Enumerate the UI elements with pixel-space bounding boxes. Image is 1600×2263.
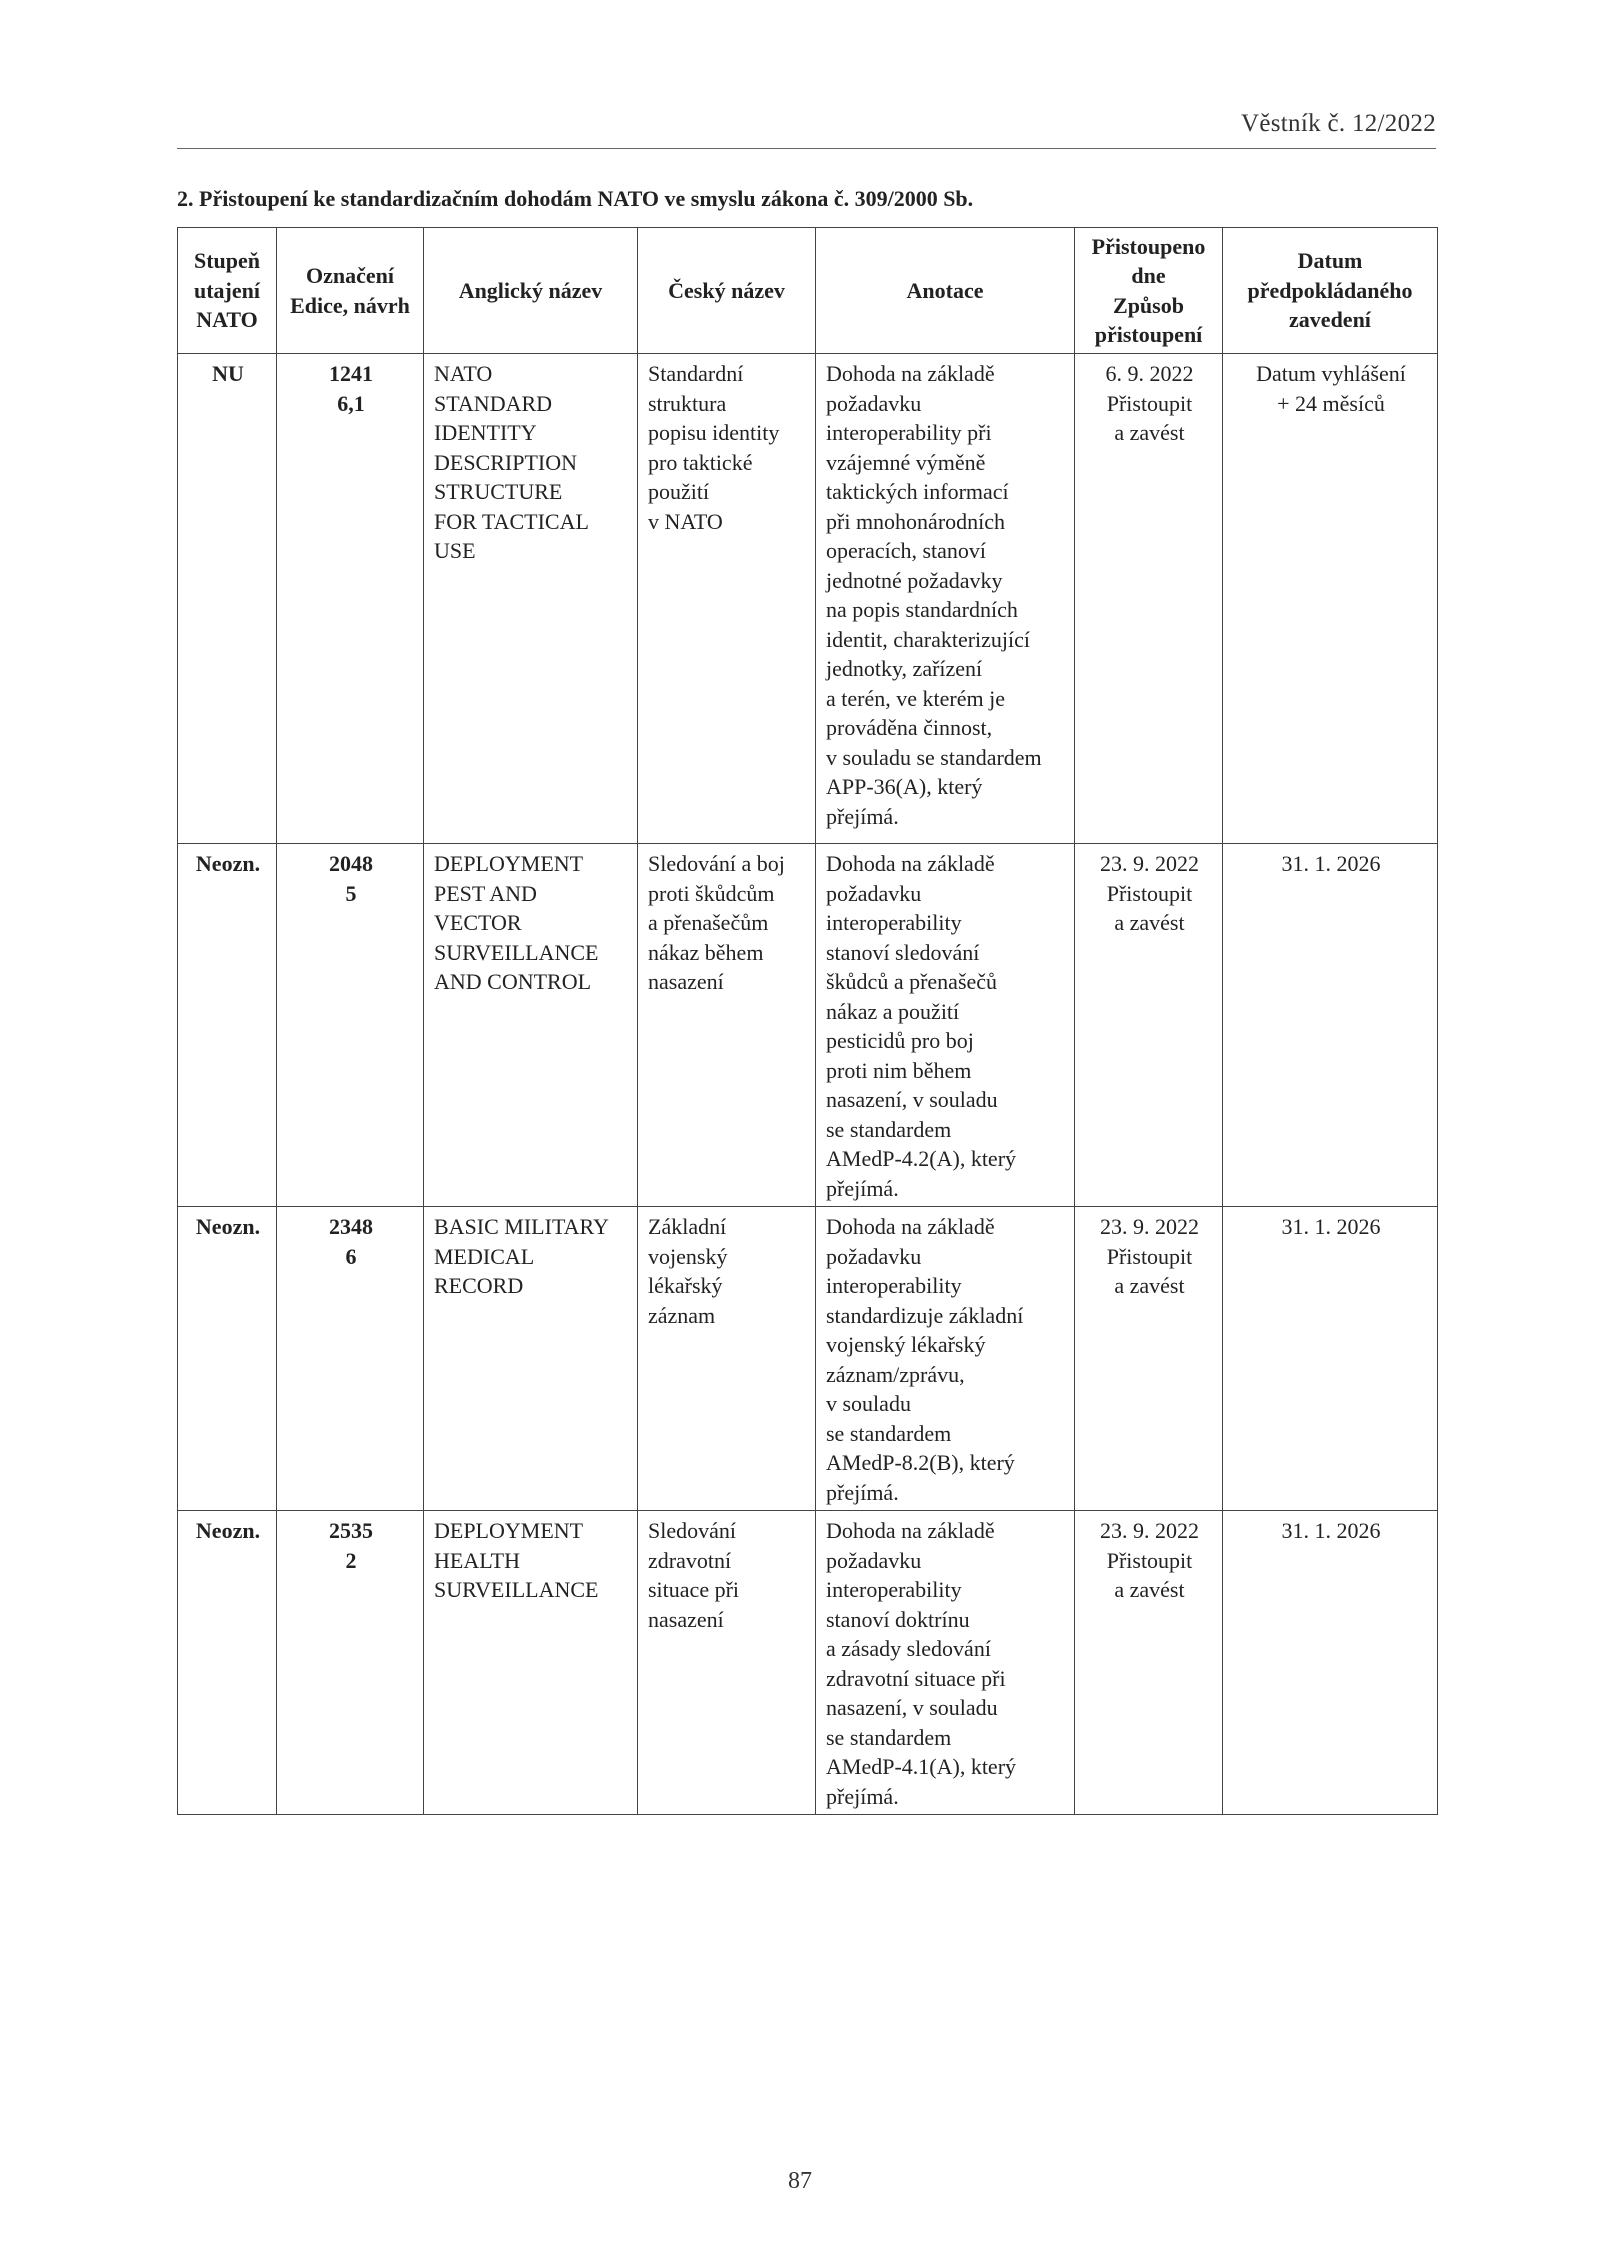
cell-text-line: přejímá.	[826, 1479, 899, 1505]
header-datum	[1223, 228, 1438, 354]
cell-accession	[1075, 1207, 1223, 1511]
cell-text-line: a zavést	[1114, 910, 1185, 935]
cell-text-line: PEST AND	[434, 880, 537, 906]
cell-text-line: 2	[345, 1547, 357, 1573]
cell-text-line: 2348	[329, 1214, 373, 1239]
cell-text-line: požadavku	[826, 880, 922, 906]
cell-text-line: interoperability	[826, 1577, 962, 1602]
cell-implementation-date	[1223, 844, 1438, 1207]
cell-annotation	[816, 354, 1075, 844]
cell-text-line: interoperability	[826, 910, 962, 935]
cell-text-line: 5	[345, 880, 357, 906]
cell-text-line: proti nim během	[826, 1057, 972, 1083]
cell-text-line: standardizuje základní	[826, 1302, 1024, 1328]
cell-designation	[277, 354, 424, 844]
cell-accession	[1075, 354, 1223, 844]
cell-text-line: se standardem	[826, 1420, 952, 1446]
table-header-row	[178, 228, 1438, 354]
cell-text-line: struktura	[648, 390, 727, 416]
cell-text-line: se standardem	[826, 1116, 952, 1142]
cell-text-line: 2048	[329, 851, 373, 876]
cell-classification	[178, 1207, 277, 1511]
cell-text-line: 31. 1. 2026	[1281, 1518, 1381, 1543]
header-text-line: Anglický název	[458, 277, 603, 303]
header-text-line: Datum	[1297, 248, 1363, 274]
bulletin-title: Věstník č. 12/2022	[1241, 110, 1436, 137]
cell-designation	[277, 1207, 424, 1511]
cell-text-line: Standardní	[648, 361, 744, 386]
page-number: 87	[788, 2168, 812, 2194]
cell-text-line: Sledování	[648, 1518, 736, 1543]
cell-text-line: lékařský	[648, 1273, 723, 1298]
cell-annotation	[816, 1207, 1075, 1511]
header-text-line: dne	[1131, 263, 1166, 288]
cell-text-line: škůdců a přenašečů	[826, 969, 998, 994]
cell-text-line: 23. 9. 2022	[1100, 851, 1199, 876]
cell-text-line: VECTOR	[434, 910, 522, 935]
cell-text-line: a zavést	[1114, 1577, 1185, 1602]
cell-text-line: proti škůdcům	[648, 880, 775, 906]
cell-text-line: požadavku	[826, 1243, 922, 1269]
header-pristoupeno	[1075, 228, 1223, 354]
table-row	[178, 354, 1438, 844]
cell-text-line: a terén, ve kterém je	[826, 685, 1005, 711]
cell-text-line: Dohoda na základě	[826, 1214, 995, 1239]
cell-text-line: 6,1	[337, 390, 365, 416]
header-text-line: utajení	[194, 277, 260, 303]
cell-text-line: Neozn.	[195, 851, 261, 876]
page-header	[177, 110, 1436, 149]
cell-text-line: operacích, stanoví	[826, 538, 987, 563]
cell-text-line: AMedP-4.1(A), který	[826, 1754, 1017, 1779]
cell-text-line: NU	[212, 361, 244, 386]
cell-text-line: popisu identity	[648, 420, 780, 445]
cell-text-line: taktických informací	[826, 479, 1009, 504]
cell-text-line: IDENTITY	[434, 420, 537, 445]
cell-english-title	[424, 1207, 638, 1511]
cell-text-line: DESCRIPTION	[434, 449, 578, 475]
cell-text-line: situace při	[648, 1577, 740, 1602]
cell-text-line: Sledování a boj	[648, 851, 785, 876]
cell-text-line: záznam	[648, 1302, 716, 1328]
table-row	[178, 1511, 1438, 1815]
cell-text-line: přejímá.	[826, 803, 899, 829]
header-text-line: Stupeň	[193, 248, 261, 274]
header-text-line: přistoupení	[1094, 322, 1203, 347]
cell-text-line: 31. 1. 2026	[1281, 1214, 1381, 1239]
cell-text-line: stanoví doktrínu	[826, 1606, 970, 1632]
cell-accession	[1075, 844, 1223, 1207]
cell-text-line: APP-36(A), který	[826, 774, 983, 799]
cell-text-line: stanoví sledování	[826, 939, 980, 965]
cell-text-line: FOR TACTICAL	[434, 508, 589, 534]
cell-text-line: 6. 9. 2022	[1105, 361, 1194, 386]
header-stupen	[178, 228, 277, 354]
cell-text-line: jednotné požadavky	[826, 567, 1003, 593]
header-text-line: NATO	[196, 307, 258, 333]
cell-text-line: zdravotní	[648, 1547, 732, 1573]
cell-czech-title	[638, 1207, 816, 1511]
cell-text-line: při mnohonárodních	[826, 508, 1006, 534]
header-text-line: zavedení	[1289, 307, 1371, 333]
cell-text-line: USE	[434, 538, 476, 563]
cell-text-line: zdravotní situace při	[826, 1665, 1006, 1691]
cell-text-line: Dohoda na základě	[826, 851, 995, 876]
cell-classification	[178, 1511, 277, 1815]
cell-text-line: na popis standardních	[826, 597, 1018, 622]
cell-text-line: se standardem	[826, 1724, 952, 1750]
cell-text-line: DEPLOYMENT	[434, 1518, 584, 1543]
section-title: 2. Přistoupení ke standardizačním dohodám NATO ve smyslu zákona č. 309/2000 Sb.	[177, 186, 974, 211]
cell-text-line: 2535	[329, 1518, 373, 1543]
cell-text-line: a zavést	[1114, 1273, 1185, 1298]
cell-text-line: Dohoda na základě	[826, 1518, 995, 1543]
header-anotace	[816, 228, 1075, 354]
header-text-line: Přistoupeno	[1091, 233, 1206, 259]
cell-text-line: přejímá.	[826, 1175, 899, 1201]
cell-text-line: nákaz během	[648, 939, 764, 965]
cell-text-line: STRUCTURE	[434, 479, 563, 504]
cell-czech-title	[638, 844, 816, 1207]
cell-text-line: jednotky, zařízení	[826, 656, 983, 681]
cell-implementation-date	[1223, 354, 1438, 844]
cell-text-line: vojenský lékařský	[826, 1332, 986, 1357]
cell-text-line: záznam/zprávu,	[826, 1361, 965, 1387]
cell-english-title	[424, 354, 638, 844]
cell-text-line: prováděna činnost,	[826, 715, 993, 740]
cell-text-line: v NATO	[648, 508, 723, 534]
table-row	[178, 844, 1438, 1207]
cell-annotation	[816, 844, 1075, 1207]
cell-text-line: požadavku	[826, 1547, 922, 1573]
nato-standards-table	[177, 227, 1438, 1815]
header-text-line: Edice, návrh	[290, 292, 410, 318]
cell-text-line: Datum vyhlášení	[1256, 361, 1406, 386]
cell-text-line: MEDICAL	[434, 1243, 535, 1269]
cell-text-line: STANDARD	[434, 390, 553, 416]
header-text-line: Způsob	[1113, 292, 1184, 318]
cell-text-line: nasazení	[648, 1606, 724, 1632]
header-text-line: Anotace	[906, 277, 984, 303]
cell-text-line: identit, charakterizující	[826, 626, 1031, 652]
cell-text-line: 23. 9. 2022	[1100, 1518, 1199, 1543]
cell-designation	[277, 1511, 424, 1815]
cell-text-line: Neozn.	[195, 1214, 261, 1239]
cell-text-line: nasazení, v souladu	[826, 1087, 998, 1112]
cell-text-line: v souladu	[826, 1391, 911, 1416]
cell-text-line: nákaz a použití	[826, 998, 960, 1024]
cell-classification	[178, 844, 277, 1207]
header-text-line: Označení	[306, 263, 394, 288]
cell-text-line: nasazení, v souladu	[826, 1695, 998, 1720]
cell-text-line: v souladu se standardem	[826, 744, 1042, 770]
header-oznaceni	[277, 228, 424, 354]
cell-text-line: BASIC MILITARY	[434, 1214, 609, 1239]
cell-text-line: vojenský	[648, 1243, 728, 1269]
cell-text-line: interoperability	[826, 1273, 962, 1298]
cell-text-line: AMedP-4.2(A), který	[826, 1146, 1017, 1171]
cell-text-line: a zásady sledování	[826, 1636, 991, 1661]
cell-text-line: vzájemné výměně	[826, 449, 986, 475]
cell-designation	[277, 844, 424, 1207]
cell-text-line: Základní	[648, 1214, 727, 1239]
cell-text-line: interoperability při	[826, 420, 992, 445]
cell-annotation	[816, 1511, 1075, 1815]
cell-text-line: Přistoupit	[1106, 1243, 1193, 1269]
cell-text-line: HEALTH	[434, 1547, 520, 1573]
header-anglicky-nazev	[424, 228, 638, 354]
cell-text-line: a zavést	[1114, 420, 1185, 445]
cell-text-line: použití	[648, 479, 710, 504]
cell-text-line: Přistoupit	[1106, 880, 1193, 906]
cell-text-line: DEPLOYMENT	[434, 851, 584, 876]
cell-text-line: požadavku	[826, 390, 922, 416]
cell-text-line: 23. 9. 2022	[1100, 1214, 1199, 1239]
header-text-line: Český název	[668, 277, 785, 303]
cell-text-line: RECORD	[434, 1273, 524, 1298]
cell-text-line: 31. 1. 2026	[1281, 851, 1381, 876]
cell-implementation-date	[1223, 1511, 1438, 1815]
header-text-line: předpokládaného	[1247, 277, 1413, 303]
header-cesky-nazev	[638, 228, 816, 354]
cell-text-line: + 24 měsíců	[1277, 390, 1385, 416]
cell-text-line: Dohoda na základě	[826, 361, 995, 386]
cell-text-line: SURVEILLANCE	[434, 939, 599, 965]
cell-text-line: pro taktické	[648, 449, 753, 475]
table-row	[178, 1207, 1438, 1511]
cell-implementation-date	[1223, 1207, 1438, 1511]
cell-text-line: NATO	[434, 361, 493, 386]
cell-text-line: SURVEILLANCE	[434, 1577, 599, 1602]
cell-english-title	[424, 844, 638, 1207]
cell-text-line: nasazení	[648, 969, 724, 994]
cell-classification	[178, 354, 277, 844]
cell-accession	[1075, 1511, 1223, 1815]
cell-text-line: pesticidů pro boj	[826, 1028, 974, 1053]
cell-text-line: AMedP-8.2(B), který	[826, 1450, 1015, 1475]
cell-text-line: AND CONTROL	[434, 969, 592, 994]
cell-text-line: 6	[345, 1243, 357, 1269]
cell-text-line: 1241	[329, 361, 373, 386]
cell-text-line: Přistoupit	[1106, 1547, 1193, 1573]
cell-english-title	[424, 1511, 638, 1815]
cell-czech-title	[638, 354, 816, 844]
cell-text-line: a přenašečům	[648, 910, 769, 935]
cell-czech-title	[638, 1511, 816, 1815]
cell-text-line: přejímá.	[826, 1783, 899, 1809]
cell-text-line: Neozn.	[195, 1518, 261, 1543]
cell-text-line: Přistoupit	[1106, 390, 1193, 416]
